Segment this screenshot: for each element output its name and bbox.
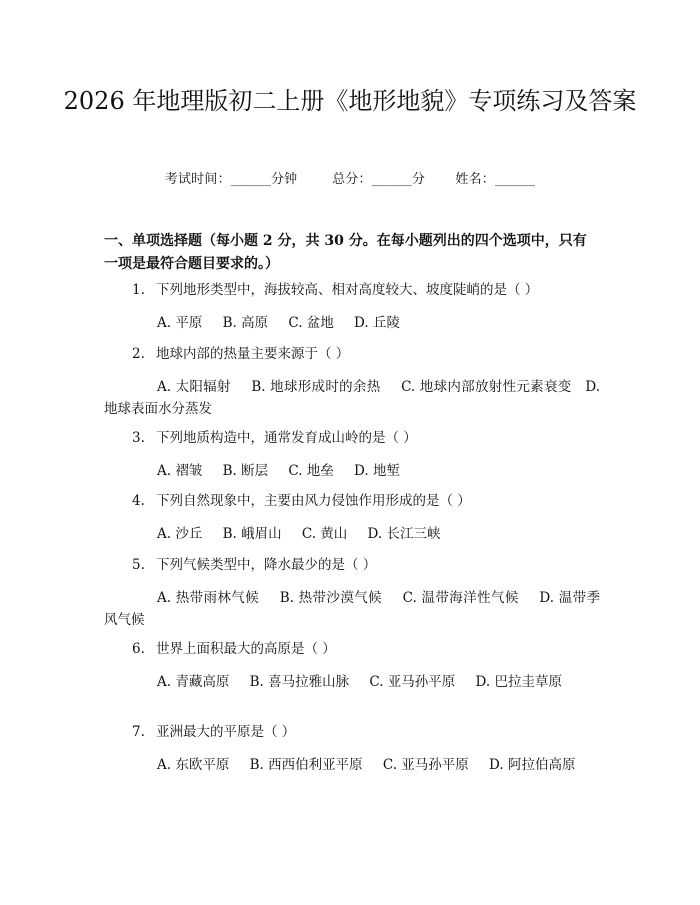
option-d: D. 巴拉圭草原 bbox=[475, 674, 562, 690]
option-c: C. 亚马孙平原 bbox=[369, 674, 456, 690]
option-a: A. 青藏高原 bbox=[157, 674, 230, 690]
option-list bbox=[104, 754, 600, 776]
option-d: D. 阿拉伯高原 bbox=[489, 757, 576, 773]
option-b: B. 断层 bbox=[222, 463, 269, 479]
question-number: 7. bbox=[132, 724, 145, 740]
question-stem bbox=[104, 428, 600, 448]
document-title: 2026 年地理版初二上册《地形地貌》专项练习及答案 bbox=[63, 87, 637, 115]
option-a: A. 太阳辐射 bbox=[157, 379, 231, 395]
option-d: D. 地球表面水分蒸发 bbox=[104, 379, 600, 417]
question-stem bbox=[104, 491, 600, 511]
option-c: C. 亚马孙平原 bbox=[382, 757, 469, 773]
option-c: C. 地球内部放射性元素衰变 bbox=[401, 379, 572, 395]
option-c: C. 温带海洋性气候 bbox=[402, 590, 519, 606]
option-list bbox=[104, 671, 600, 693]
question-stem bbox=[104, 722, 600, 742]
option-b: B. 高原 bbox=[222, 315, 269, 331]
option-a: A. 热带雨林气候 bbox=[157, 590, 260, 606]
option-a: A. 褶皱 bbox=[157, 463, 203, 479]
question-number: 4. bbox=[132, 493, 145, 509]
question-number: 6. bbox=[132, 641, 145, 657]
option-list bbox=[104, 312, 600, 334]
option-list bbox=[104, 460, 600, 482]
question-1 bbox=[104, 280, 600, 334]
option-b: B. 地球形成时的余热 bbox=[251, 379, 381, 395]
question-2 bbox=[104, 344, 600, 420]
exam-time-field: 考试时间：______分钟 bbox=[164, 172, 298, 187]
question-3 bbox=[104, 428, 600, 482]
option-a: A. 平原 bbox=[157, 315, 203, 331]
section-heading-single-choice: 一、单项选择题（每小题 2 分，共 30 分。在每小题列出的四个选项中，只有一项是最符合题目要求的。） bbox=[104, 233, 587, 272]
question-stem bbox=[104, 555, 600, 575]
question-text: 下列地质构造中，通常发育成山岭的是（ ） bbox=[156, 430, 417, 446]
option-d: D. 长江三峡 bbox=[367, 526, 441, 542]
question-text: 下列气候类型中，降水最少的是（ ） bbox=[156, 557, 377, 573]
question-text: 亚洲最大的平原是（ ） bbox=[156, 724, 296, 740]
question-stem bbox=[104, 344, 600, 364]
option-c: C. 黄山 bbox=[301, 526, 348, 542]
student-name-field: 姓名：______ bbox=[455, 172, 536, 187]
question-4 bbox=[104, 491, 600, 545]
option-list bbox=[104, 376, 600, 420]
option-c: C. 地垒 bbox=[288, 463, 334, 479]
question-stem bbox=[104, 280, 600, 300]
option-c: C. 盆地 bbox=[288, 315, 334, 331]
total-score-field: 总分：______分 bbox=[332, 172, 426, 187]
question-stem bbox=[104, 639, 600, 659]
option-b: B. 热带沙漠气候 bbox=[279, 590, 383, 606]
option-b: B. 喜马拉雅山脉 bbox=[249, 674, 350, 690]
exam-info-line bbox=[0, 168, 700, 187]
question-number: 5. bbox=[132, 557, 145, 573]
option-a: A. 东欧平原 bbox=[157, 757, 230, 773]
option-b: B. 西西伯利亚平原 bbox=[249, 757, 363, 773]
question-6 bbox=[104, 639, 600, 693]
question-number: 3. bbox=[132, 430, 145, 446]
option-d: D. 地堑 bbox=[354, 463, 400, 479]
question-number: 2. bbox=[132, 346, 145, 362]
question-5 bbox=[104, 555, 600, 631]
option-b: B. 峨眉山 bbox=[222, 526, 282, 542]
option-d: D. 丘陵 bbox=[354, 315, 400, 331]
question-text: 下列自然现象中，主要由风力侵蚀作用形成的是（ ） bbox=[156, 493, 471, 509]
option-a: A. 沙丘 bbox=[157, 526, 203, 542]
question-7 bbox=[104, 722, 600, 776]
option-d: D. 温带季风气候 bbox=[104, 590, 601, 628]
question-text: 地球内部的热量主要来源于（ ） bbox=[156, 346, 350, 362]
question-number: 1. bbox=[132, 282, 145, 298]
option-list bbox=[104, 587, 600, 631]
option-list bbox=[104, 523, 600, 545]
question-text: 世界上面积最大的高原是（ ） bbox=[156, 641, 336, 657]
question-text: 下列地形类型中，海拔较高、相对高度较大、坡度陡峭的是（ ） bbox=[156, 282, 539, 298]
